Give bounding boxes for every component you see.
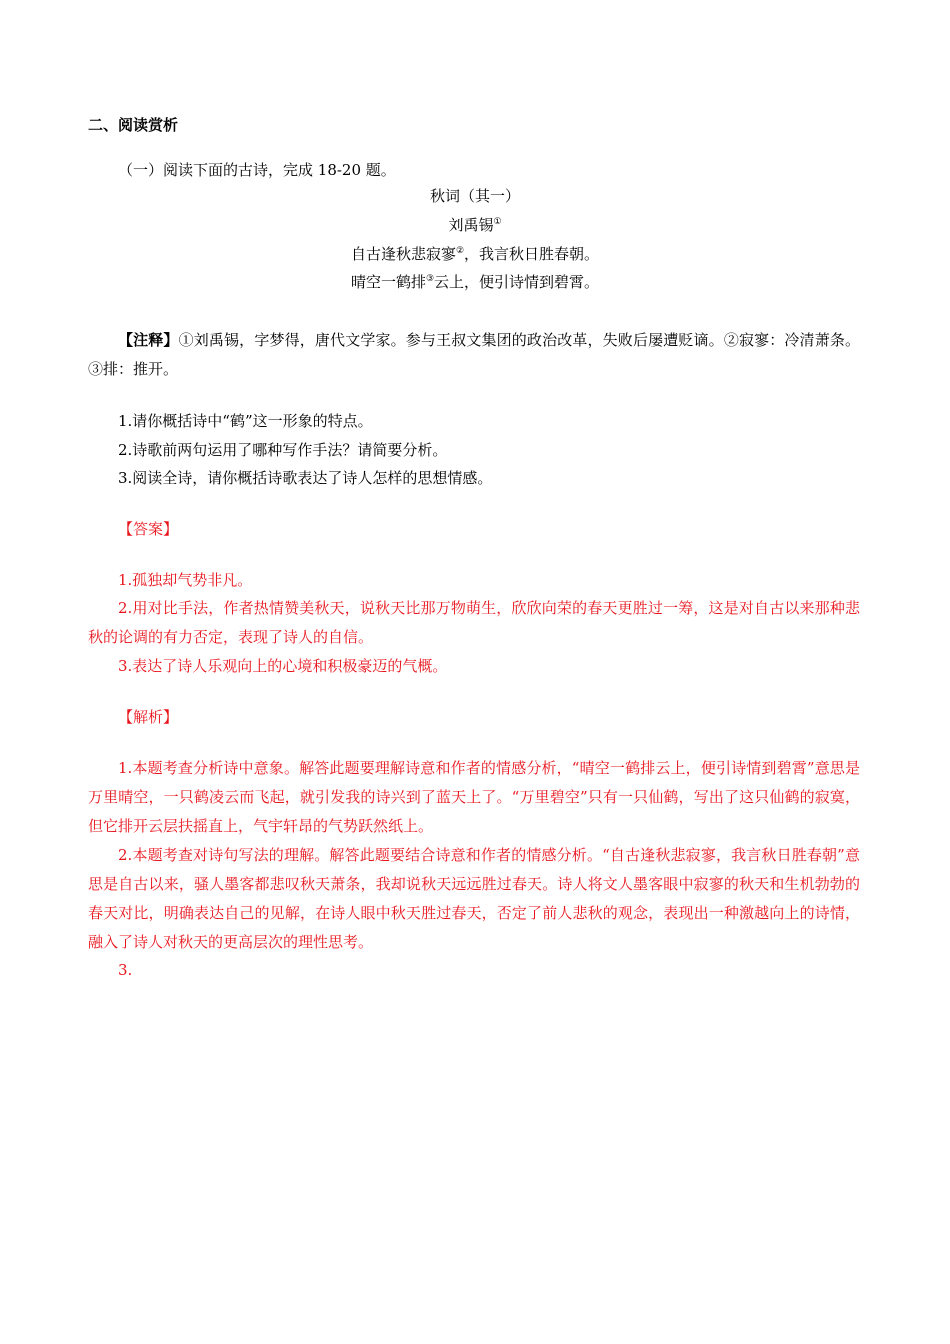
poem-line-1-part-b: ，我言秋日胜春朝。	[464, 245, 600, 263]
section-title: 二、阅读赏析	[88, 116, 179, 134]
poem-line-1	[0, 244, 950, 264]
poem-line-1-part-a: 自古逢秋悲寂寥	[350, 245, 456, 263]
intro-text: （一）阅读下面的古诗，完成 18-20 题。	[118, 161, 396, 179]
question-2: 2.诗歌前两句运用了哪种写作手法？请简要分析。	[118, 441, 448, 459]
answer-label: 【答案】	[118, 520, 179, 538]
question-3: 3.阅读全诗，请你概括诗歌表达了诗人怎样的思想情感。	[118, 469, 493, 487]
poem-author-name: 刘禹锡	[448, 216, 494, 234]
footnote-marker: ①	[493, 217, 502, 227]
annotation-text: ①刘禹锡，字梦得，唐代文学家。参与王叔文集团的政治改革，失败后屡遭贬谪。②寂寥：冷清萧条。③排：推开。	[88, 331, 860, 378]
answer-item-3: 3.表达了诗人乐观向上的心境和积极豪迈的气概。	[118, 657, 448, 675]
annotation-paragraph	[88, 326, 860, 384]
analysis-item-1: 1.本题考查分析诗中意象。解答此题要理解诗意和作者的情感分析，“晴空一鹤排云上，便引诗情到碧霄”意思是万里晴空，一只鹤凌云而飞起，就引发我的诗兴到了蓝天上了。“万里碧空”只有一只仙鹤，写出了这只仙鹤的寂寞，但它排开云层扶摇直上，气宇轩昂的气势跃然纸上。	[88, 759, 860, 835]
annotation-label: 【注释】	[118, 331, 179, 349]
answer-item-2: 2.用对比手法，作者热情赞美秋天，说秋天比那万物萌生，欣欣向荣的春天更胜过一筹，这是对自古以来那种悲秋的论调的有力否定，表现了诗人的自信。	[88, 599, 860, 646]
answer-item-1: 1.孤独却气势非凡。	[118, 571, 253, 589]
analysis-item-3: 3.	[118, 961, 133, 979]
poem-line-2-part-a: 晴空一鹤排	[350, 273, 426, 291]
footnote-marker: ③	[425, 274, 435, 284]
analysis-label: 【解析】	[118, 708, 179, 726]
poem-line-2	[0, 272, 950, 292]
question-1: 1.请你概括诗中“鹤”这一形象的特点。	[118, 412, 373, 430]
poem-author	[0, 215, 950, 235]
analysis-item-2: 2.本题考查对诗句写法的理解。解答此题要结合诗意和作者的情感分析。“自古逢秋悲寂寥，我言秋日胜春朝”意思是自古以来，骚人墨客都悲叹秋天萧条，我却说秋天远远胜过春天。诗人将文人墨客眼中寂寥的秋天和生机勃勃的春天对比，明确表达自己的见解，在诗人眼中秋天胜过春天，否定了前人悲秋的观念，表现出一种激越向上的诗情，融入了诗人对秋天的更高层次的理性思考。	[88, 846, 860, 951]
poem-line-2-part-b: 云上，便引诗情到碧霄。	[434, 273, 600, 291]
poem-title: 秋词（其一）	[429, 187, 520, 205]
footnote-marker: ②	[455, 246, 465, 256]
